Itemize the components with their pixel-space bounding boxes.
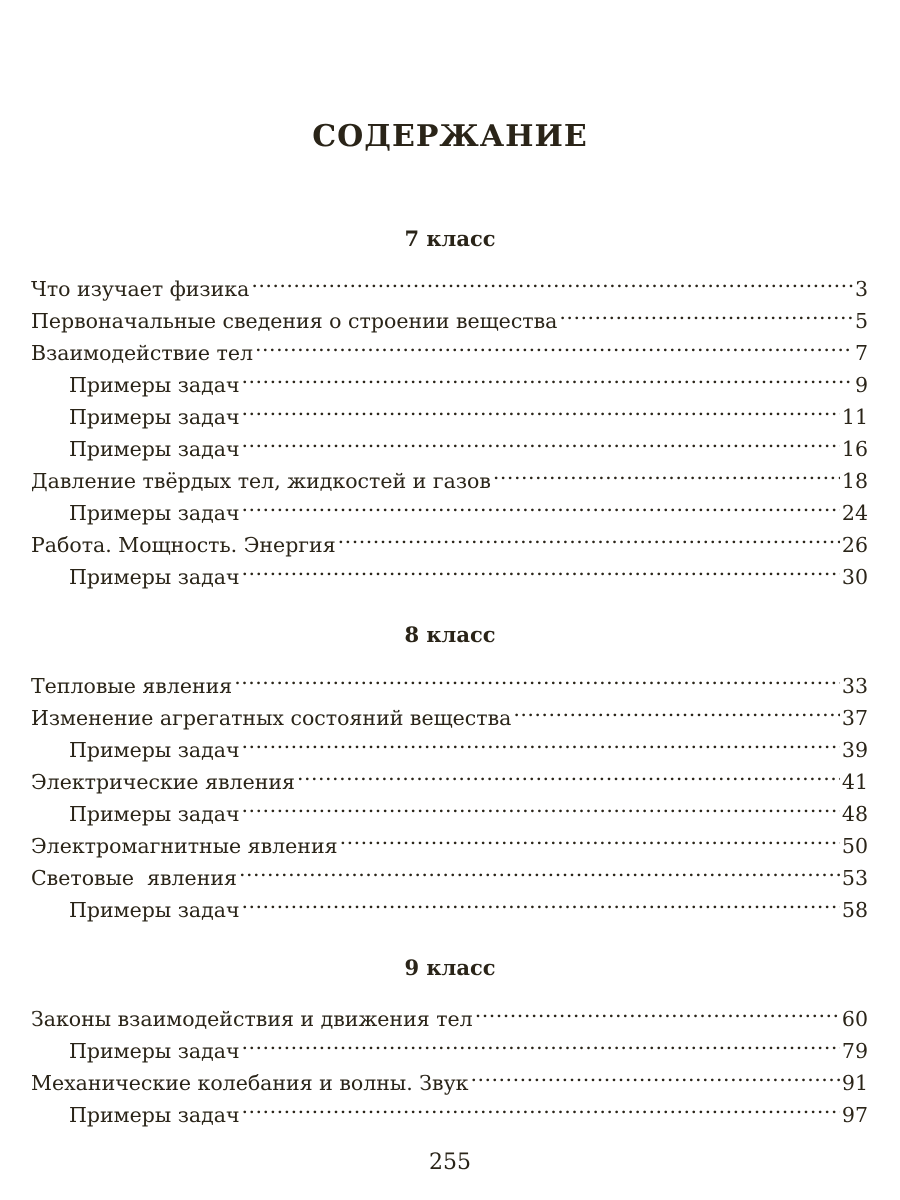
toc-entry[interactable]: [31, 264, 868, 301]
dot-leader: [242, 424, 840, 456]
toc-entry-label: Первоначальные сведения о строении вещества: [31, 309, 558, 333]
dot-leader: [239, 853, 840, 885]
dot-leader: [475, 994, 840, 1026]
dot-leader: [242, 1090, 840, 1122]
toc-entry-page: 9: [854, 373, 868, 397]
toc-entry[interactable]: [31, 994, 868, 1031]
toc-entry-page: 79: [841, 1039, 868, 1063]
toc-entry-label: Примеры задач: [69, 898, 240, 922]
page-number: 255: [429, 1150, 471, 1175]
dot-leader: [242, 885, 840, 917]
section-heading-9: 9 класс: [404, 955, 496, 980]
toc-entry-label: Примеры задач: [69, 1039, 240, 1063]
page-title: СОДЕРЖАНИЕ: [312, 119, 588, 154]
dot-leader: [297, 757, 840, 789]
toc-entry-page: 58: [841, 898, 868, 922]
toc-entry-page: 7: [854, 341, 868, 365]
toc-entry-page: 53: [841, 866, 868, 890]
toc-entry-page: 26: [841, 533, 868, 557]
toc-entry-page: 37: [841, 706, 868, 730]
toc-entry-label: Примеры задач: [69, 437, 240, 461]
toc-entry-label: Электромагнитные явления: [31, 834, 338, 858]
dot-leader: [251, 264, 853, 296]
toc-entry-page: 3: [854, 277, 868, 301]
toc-entry-label: Примеры задач: [69, 405, 240, 429]
dot-leader: [255, 328, 853, 360]
section-heading-8: 8 класс: [404, 622, 496, 647]
toc-entry-page: 5: [854, 309, 868, 333]
dot-leader: [338, 520, 840, 552]
toc-entry-label: Примеры задач: [69, 802, 240, 826]
dot-leader: [242, 725, 840, 757]
dot-leader: [242, 552, 840, 584]
toc-entry-page: 18: [841, 469, 868, 493]
dot-leader: [242, 1026, 840, 1058]
toc-entry-label: Что изучает физика: [31, 277, 250, 301]
dot-leader: [340, 821, 840, 853]
toc-entry-page: 41: [841, 770, 868, 794]
toc-entry-page: 11: [841, 405, 868, 429]
toc-entry-page: 48: [841, 802, 868, 826]
dot-leader: [513, 693, 840, 725]
toc-entry-label: Примеры задач: [69, 738, 240, 762]
toc-entry-label: Примеры задач: [69, 501, 240, 525]
toc-entry-page: 16: [841, 437, 868, 461]
toc-entry-label: Работа. Мощность. Энергия: [31, 533, 336, 557]
toc-entry-label: Взаимодействие тел: [31, 341, 254, 365]
toc-entry-label: Световые явления: [31, 866, 237, 890]
toc-entry-label: Изменение агрегатных состояний вещества: [31, 706, 512, 730]
dot-leader: [242, 392, 840, 424]
dot-leader: [493, 456, 840, 488]
dot-leader: [242, 789, 840, 821]
toc-entry-page: 24: [841, 501, 868, 525]
dot-leader: [234, 661, 840, 693]
toc-entry-label: Электрические явления: [31, 770, 295, 794]
dot-leader: [242, 360, 853, 392]
toc-entry-label: Механические колебания и волны. Звук: [31, 1071, 469, 1095]
dot-leader: [559, 296, 853, 328]
toc-entry-label: Примеры задач: [69, 373, 240, 397]
toc-entry-label: Давление твёрдых тел, жидкостей и газов: [31, 469, 491, 493]
toc-entry-page: 33: [841, 674, 868, 698]
toc-entry-page: 91: [841, 1071, 868, 1095]
toc-entry-page: 39: [841, 738, 868, 762]
section-heading-7: 7 класс: [404, 226, 496, 251]
toc-entry-page: 97: [841, 1103, 868, 1127]
toc-entry-page: 50: [841, 834, 868, 858]
toc-entry-label: Примеры задач: [69, 1103, 240, 1127]
toc-entry-label: Законы взаимодействия и движения тел: [31, 1007, 473, 1031]
dot-leader: [470, 1058, 839, 1090]
toc-entry-label: Примеры задач: [69, 565, 240, 589]
toc-entry-page: 60: [841, 1007, 868, 1031]
toc-section-9: [31, 994, 868, 1127]
toc-entry-page: 30: [841, 565, 868, 589]
dot-leader: [242, 488, 840, 520]
toc-entry-label: Тепловые явления: [31, 674, 233, 698]
toc-section-7: [31, 264, 868, 589]
toc-section-8: [31, 661, 868, 922]
toc-entry[interactable]: [31, 661, 868, 698]
